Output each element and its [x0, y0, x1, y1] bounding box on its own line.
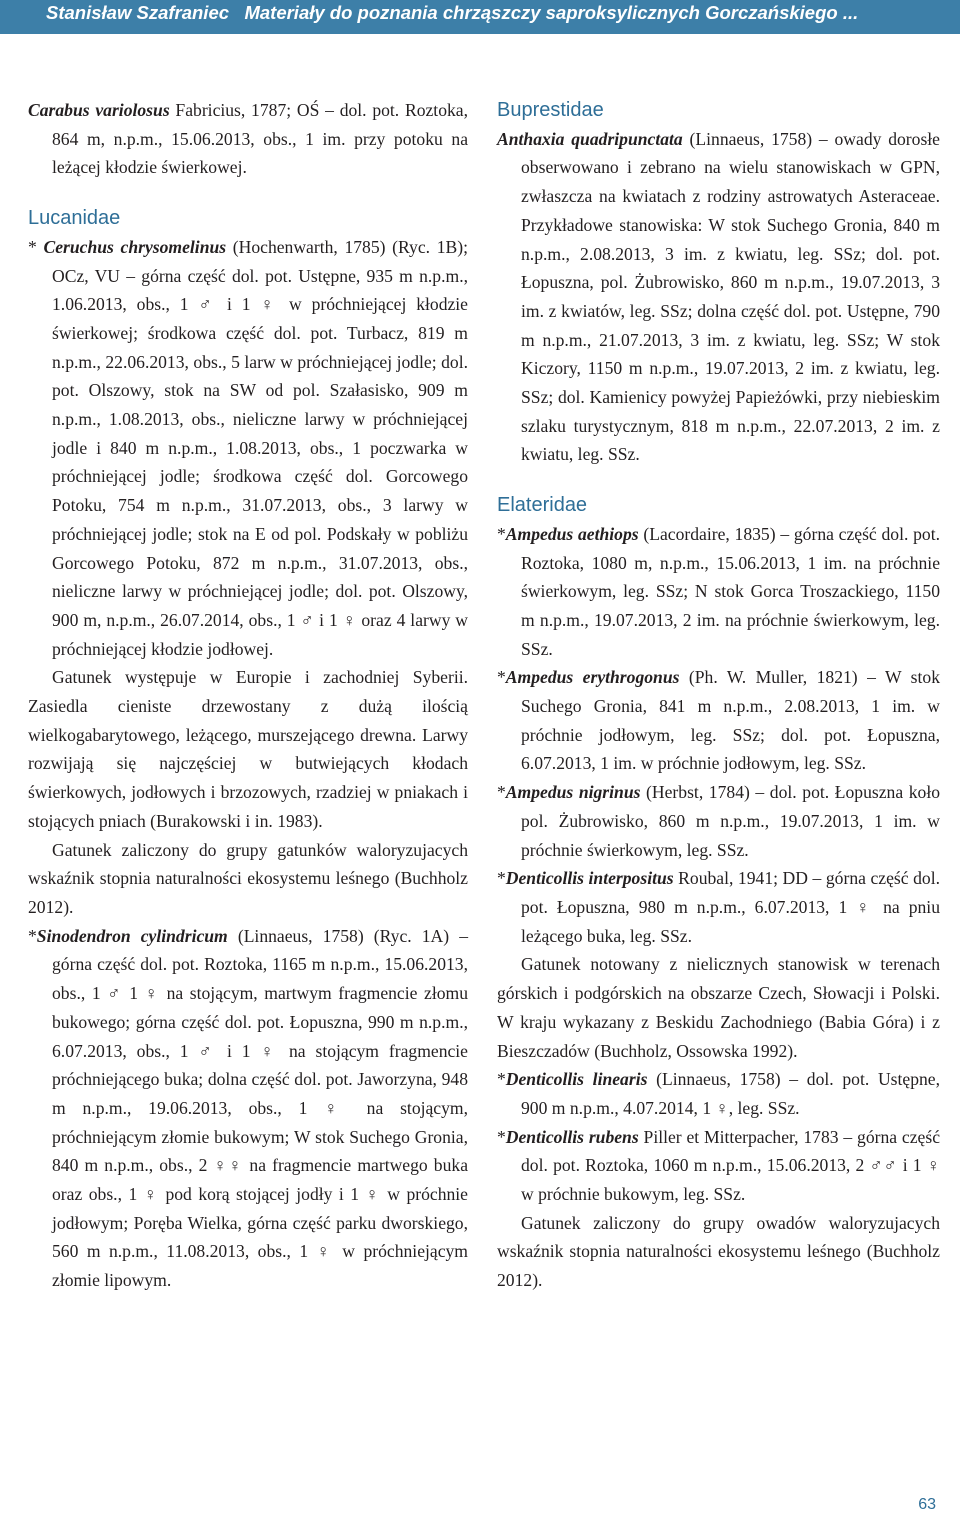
species-name: Ceruchus chrysomelinus: [43, 236, 227, 257]
right-column: [497, 96, 940, 1295]
species-name: Ampedus nigrinus: [505, 782, 641, 803]
species-prefix: *: [497, 667, 506, 688]
entry-ceruchus: [28, 233, 468, 664]
entry-text: (Linnaeus, 1758) – dol. pot. Ustępne, 900 m n.p.m., 4.07.2014, 1 ♀, leg. SSz.: [521, 1069, 940, 1118]
entry-text: (Hochenwarth, 1785) (Ryc. 1B); OCz, VU – górna część dol. pot. Ustępne, 935 m n.p.m., 1.06.2013, obs., 1 ♂ i 1 ♀ w próchniejącej kłodzie świerkowej; środkowa część dol. pot. Turbacz, 819 m n.p.m., 22.06.2013, obs., 5 larw w próchniejącej jodle; dol. pot. Olszowy, stok na SW od pol. Szałasisko, 909 m n.p.m., 1.08.2013, obs., nieliczne larwy w próchniejącej jodle i 840 m n.p.m., 1.08.2013, obs., 1 poczwarka w próchniejącej jodle; środkowa część dol. Gorcowego Potoku, 754 m n.p.m., 31.07.2013, obs., 3 larwy w próchniejącej jodle; stok na E od pol. Podskały w pobliżu Gorcowego Potoku, 872 m n.p.m., 31.07.2013, obs., nieliczne larwy w próchniejącej jodle; dol. pot. Olszowy, 900 m, n.p.m., 26.07.2014, obs., 1 ♂ i 1 ♀ oraz 4 larwy w próchniejącej kłodzie jodłowej.: [52, 236, 468, 659]
entry-anthaxia: [497, 125, 940, 469]
family-heading-buprestidae: Buprestidae: [497, 99, 604, 121]
entry-denticollis-rubens: [497, 1123, 940, 1209]
species-name: Ampedus aethiops: [505, 523, 639, 544]
entry-text: (Linnaeus, 1758) – owady dorosłe obserwowano i zebrano na wielu stanowiskach w GPN, zwłaszcza na kwiatach z rodziny astrowatych Asteraceae. Przykładowe stanowiska: W stok Suchego Gronia, 840 m n.p.m., 2.08.2013, 3 im. z kwiatu, leg. SSz; dol. pot. Łopuszna, pol. Żubrowisko, 860 m n.p.m., 19.07.2013, 3 im. z kwiatów, leg. SSz; dolna część dol. pot. Ustępne, 790 m n.p.m., 21.07.2013, 3 im. z kwiatu, leg. SSz; W stok Kiczory, 1150 m n.p.m., 19.07.2013, 2 im. z kwiatu, leg. SSz; dol. Kamienicy powyżej Papieżówki, przy niebieskim szlaku turystycznym, 818 m n.p.m., 22.07.2013, 2 im. z kwiatu, leg. SSz.: [521, 128, 940, 465]
family-heading-elateridae: Elateridae: [497, 494, 588, 517]
species-prefix: *: [497, 782, 506, 803]
entry-text: (Herbst, 1784) – dol. pot. Łopuszna koło pol. Żubrowisko, 860 m n.p.m., 19.07.2013, 1 im. w próchnie świerkowym, leg. SSz.: [521, 782, 941, 860]
entry-text: (Ph. W. Muller, 1821) – W stok Suchego Gronia, 841 m n.p.m., 2.08.2013, 1 im. w próchnie jodłowym, leg. SSz; dol. pot. Łopuszna, 6.07.2013, 1 im. w próchnie jodłowym, leg. SSz.: [521, 667, 940, 774]
species-name: Ampedus erythrogonus: [505, 667, 680, 688]
species-prefix: *: [497, 1126, 506, 1147]
species-name: Anthaxia quadripunctata: [497, 128, 683, 149]
header-text: [46, 2, 858, 24]
species-prefix: *: [497, 1069, 506, 1090]
running-header: [0, 0, 960, 34]
species-prefix: *: [28, 236, 44, 257]
entry-text: Fabricius, 1787; OŚ – dol. pot. Roztoka, 864 m, n.p.m., 15.06.2013, obs., 1 im. przy potoku na leżącej kłodzie świerkowej.: [52, 100, 468, 178]
species-name: Denticollis linearis: [505, 1069, 648, 1090]
species-prefix: *: [497, 523, 506, 544]
species-prefix: *: [497, 868, 506, 889]
entry-denticollis-linearis: [497, 1065, 940, 1122]
entry-sinodendron: [28, 922, 468, 1295]
entry-carabus: [28, 96, 468, 182]
entry-text: Piller et Mitterpacher, 1783 – górna część dol. pot. Roztoka, 1060 m n.p.m., 15.06.2013, 2 ♂♂ i 1 ♀ w próchnie bukowym, leg. SSz.: [521, 1126, 941, 1205]
paragraph: Gatunek notowany z nielicznych stanowisk w terenach górskich i podgórskich na obszarze Czech, Słowacji i Polski. W kraju wykazany z Beskidu Zachodniego (Babia Góra) i z Bieszczadów (Buchholz, Ossowska 1992).: [497, 954, 940, 1061]
paragraph: Gatunek zaliczony do grupy gatunków waloryzujacych wskaźnik stopnia naturalności ekosystemu leśnego (Buchholz 2012).: [28, 839, 468, 917]
species-name: Denticollis interpositus: [505, 868, 674, 889]
entry-text: Roubal, 1941; DD – górna część dol. pot. Łopuszna, 980 m n.p.m., 6.07.2013, 1 ♀ na pniu leżącego buka, leg. SSz.: [521, 868, 940, 946]
species-name: Sinodendron cylindricum: [36, 925, 228, 946]
entry-text: (Lacordaire, 1835) – górna część dol. pot. Roztoka, 1080 m, n.p.m., 15.06.2013, 1 im. na próchnie świerkowym, leg. SSz; N stok Gorca Troszackiego, 1150 m n.p.m., 19.07.2013, 2 im. na próchnie świerkowym, leg. SSz.: [521, 523, 940, 659]
entry-text: (Linnaeus, 1758) (Ryc. 1A) – górna część dol. pot. Roztoka, 1165 m n.p.m., 15.06.2013, obs., 1 ♂ 1 ♀ na stojącym, martwym fragmencie złomu bukowego; górna część dol. pot. Łopuszna, 990 m n.p.m., 6.07.2013, obs., 1 ♂ i 1 ♀ na stojącym fragmencie próchniejącego buka; dolna część dol. pot. Jaworzyna, 948 m n.p.m., 19.06.2013, obs., 1 ♀ na stojącym, próchniejącym złomie bukowym; W stok Suchego Gronia, 840 m n.p.m., obs., 2 ♀♀ na fragmencie martwego buka oraz obs., 1 ♀ pod korą stojącej jodły i 1 ♀ w próchnie jodłowym; Poręba Wielka, górna część parku dworskiego, 560 m n.p.m., 11.08.2013, obs., 1 ♀ w próchniejącym złomie lipowym.: [52, 925, 468, 1291]
left-column: [28, 96, 468, 1295]
header-title: Materiały do poznania chrząszczy saproksylicznych Gorczańskiego ...: [244, 2, 859, 23]
species-prefix: *: [28, 925, 37, 946]
page-number: 63: [918, 1496, 936, 1513]
species-name: Carabus variolosus: [28, 100, 170, 120]
entry-ampedus-erythrogonus: [497, 663, 940, 778]
paragraph: Gatunek występuje w Europie i zachodniej Syberii. Zasiedla cieniste drzewostany z dużą ilością wielkogabarytowego, leżącego, murszejącego drewna. Larwy rozwijają się najczęściej w butwiejących kłodach świerkowych, jodłowych i brzozowych, rzadziej w pniakach i stojących pniach (Burakowski i in. 1983).: [28, 667, 468, 831]
entry-ampedus-aethiops: [497, 520, 940, 664]
entry-ampedus-nigrinus: [497, 778, 940, 864]
header-author: Stanisław Szafraniec: [46, 2, 230, 23]
paragraph: Gatunek zaliczony do grupy owadów waloryzujacych wskaźnik stopnia naturalności ekosystemu leśnego (Buchholz 2012).: [497, 1212, 940, 1291]
species-name: Denticollis rubens: [505, 1126, 639, 1147]
family-heading-lucanidae: Lucanidae: [28, 207, 121, 230]
entry-denticollis-interpositus: [497, 864, 940, 950]
